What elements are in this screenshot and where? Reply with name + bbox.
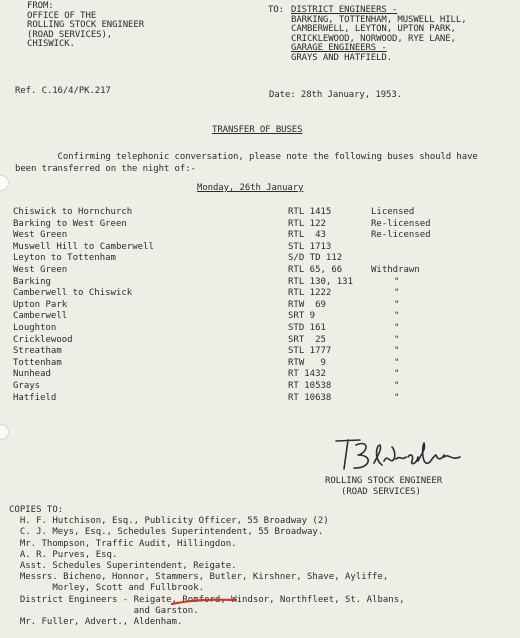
bus-cell: SRT 9 <box>288 311 316 322</box>
route-cell: Barking to West Green <box>13 218 127 229</box>
copy-recipient: District Engineers - Reigate, Romford, Windsor, Northfleet, St. Albans, <box>9 594 405 605</box>
intro-line: Confirming telephonic conversation, please note the following buses should have <box>15 152 478 162</box>
table-row <box>0 346 520 357</box>
copy-recipient: Mr. Thompson, Traffic Audit, Hillingdon. <box>9 538 237 549</box>
to-line: CRICKLEWOOD, NORWOOD, RYE LANE, <box>291 33 456 44</box>
table-row <box>0 335 520 346</box>
bus-cell: RTL 1415 <box>288 207 332 217</box>
table-row <box>0 230 520 241</box>
to-line: BARKING, TOTTENHAM, MUSWELL HILL, <box>291 14 467 25</box>
copy-recipient: Morley, Scott and Fullbrook. <box>9 583 205 594</box>
table-row <box>0 300 520 311</box>
signature <box>330 435 480 477</box>
note-cell: Withdrawn <box>371 265 420 275</box>
copies-heading: COPIES TO: <box>9 505 64 515</box>
table-row <box>0 265 520 276</box>
route-cell: Cricklewood <box>13 334 73 345</box>
route-cell: Barking <box>13 276 51 287</box>
route-cell: Leyton to Tottenham <box>13 253 116 264</box>
table-row <box>0 358 520 369</box>
from-label: FROM: <box>27 1 54 11</box>
to-label: TO: <box>268 5 284 15</box>
table-row <box>0 393 520 404</box>
bus-cell: STD 161 <box>288 323 326 333</box>
from-line: ROLLING STOCK ENGINEER <box>27 20 145 30</box>
red-pen-mark-icon <box>170 597 240 607</box>
route-cell: Nunhead <box>13 369 51 380</box>
bus-cell: RTW 9 <box>288 357 326 368</box>
bus-cell: SRT 25 <box>288 334 326 345</box>
intro-text <box>15 152 478 175</box>
from-line: (ROAD SERVICES), <box>27 29 113 40</box>
copy-recipient: H. F. Hutchison, Esq., Publicity Officer, 55 Broadway (2) <box>9 516 329 527</box>
date: Date: 28th January, 1953. <box>269 90 402 100</box>
bus-cell: RT 1432 <box>288 369 326 380</box>
route-cell: Grays <box>13 381 41 391</box>
bus-cell: RTL 1222 <box>288 288 332 299</box>
copy-recipient: Asst. Schedules Superintendent, Reigate. <box>9 561 237 572</box>
copy-recipient: Mr. Fuller, Advert., Aldenham. <box>9 617 183 628</box>
copy-recipient: and Garston. <box>9 605 199 616</box>
note-cell: Re-licensed <box>371 218 431 229</box>
route-cell: Tottenham <box>13 357 62 368</box>
bus-cell: RT 10538 <box>288 381 332 391</box>
day-heading: Monday, 26th January <box>197 183 304 193</box>
note-cell: Licensed <box>371 207 415 217</box>
bus-cell: S/D TD 112 <box>288 253 343 264</box>
table-row <box>0 311 520 322</box>
route-cell: Camberwell to Chiswick <box>13 288 133 299</box>
to-heading-garage: GARAGE ENGINEERS - <box>291 43 387 53</box>
bus-cell: STL 1713 <box>288 241 332 252</box>
from-block <box>27 2 144 50</box>
note-cell: " <box>394 311 400 322</box>
bus-cell: RTL 122 <box>288 218 326 229</box>
note-cell: " <box>394 369 400 380</box>
punch-hole-top <box>0 175 9 191</box>
note-cell: " <box>394 381 400 391</box>
table-row <box>0 277 520 288</box>
route-cell: Loughton <box>13 323 57 333</box>
to-heading-district: DISTRICT ENGINEERS - <box>291 5 398 15</box>
route-cell: Muswell Hill to Camberwell <box>13 241 154 252</box>
route-cell: Hatfield <box>13 392 57 403</box>
to-line: GRAYS AND HATFIELD. <box>291 52 393 63</box>
note-cell: Re-licensed <box>371 230 431 241</box>
table-row <box>0 369 520 380</box>
handwritten-signature-icon <box>330 435 480 477</box>
table-row <box>0 207 520 218</box>
transfers-table <box>0 207 520 407</box>
copy-recipient: Messrs. Bicheno, Honnor, Stammers, Butler, Kirshner, Shave, Ayliffe, <box>9 572 389 583</box>
document-title: TRANSFER OF BUSES <box>212 125 303 135</box>
punch-hole-bottom <box>0 424 9 440</box>
route-cell: Camberwell <box>13 311 68 322</box>
note-cell: " <box>394 323 400 333</box>
bus-cell: RTW 69 <box>288 299 326 310</box>
note-cell: " <box>394 392 400 403</box>
to-line: CAMBERWELL, LEYTON, UPTON PARK, <box>291 24 456 34</box>
note-cell: " <box>394 276 400 287</box>
copy-recipient: C. J. Meys, Esq., Schedules Superintendent, 55 Broadway. <box>9 527 324 538</box>
bus-cell: RTL 130, 131 <box>288 276 354 287</box>
bus-cell: STL 1777 <box>288 346 332 357</box>
table-row <box>0 381 520 392</box>
bus-cell: RTL 65, 66 <box>288 265 343 275</box>
note-cell: " <box>394 288 400 299</box>
route-cell: West Green <box>13 230 68 241</box>
from-line: CHISWICK. <box>27 39 75 49</box>
route-cell: Upton Park <box>13 299 68 310</box>
table-row <box>0 242 520 253</box>
reference: Ref. C.16/4/PK.217 <box>15 86 111 96</box>
table-row <box>0 219 520 230</box>
route-cell: Streatham <box>13 346 62 357</box>
signatory-title: ROLLING STOCK ENGINEER <box>325 476 443 486</box>
note-cell: " <box>394 334 400 345</box>
intro-line: been transferred on the night of:- <box>15 163 196 174</box>
bus-cell: RTL 43 <box>288 230 326 241</box>
note-cell: " <box>394 357 400 368</box>
to-block <box>291 6 467 63</box>
note-cell: " <box>394 346 400 357</box>
table-row <box>0 288 520 299</box>
table-row <box>0 323 520 334</box>
route-cell: Chiswick to Hornchurch <box>13 207 133 217</box>
signatory-subtitle: (ROAD SERVICES) <box>341 487 421 497</box>
copy-recipient: A. R. Purves, Esq. <box>9 549 118 560</box>
bus-cell: RT 10638 <box>288 392 332 403</box>
table-row <box>0 253 520 264</box>
route-cell: West Green <box>13 265 68 275</box>
from-line: OFFICE OF THE <box>27 10 97 21</box>
note-cell: " <box>394 299 400 310</box>
copies-section <box>9 505 405 628</box>
